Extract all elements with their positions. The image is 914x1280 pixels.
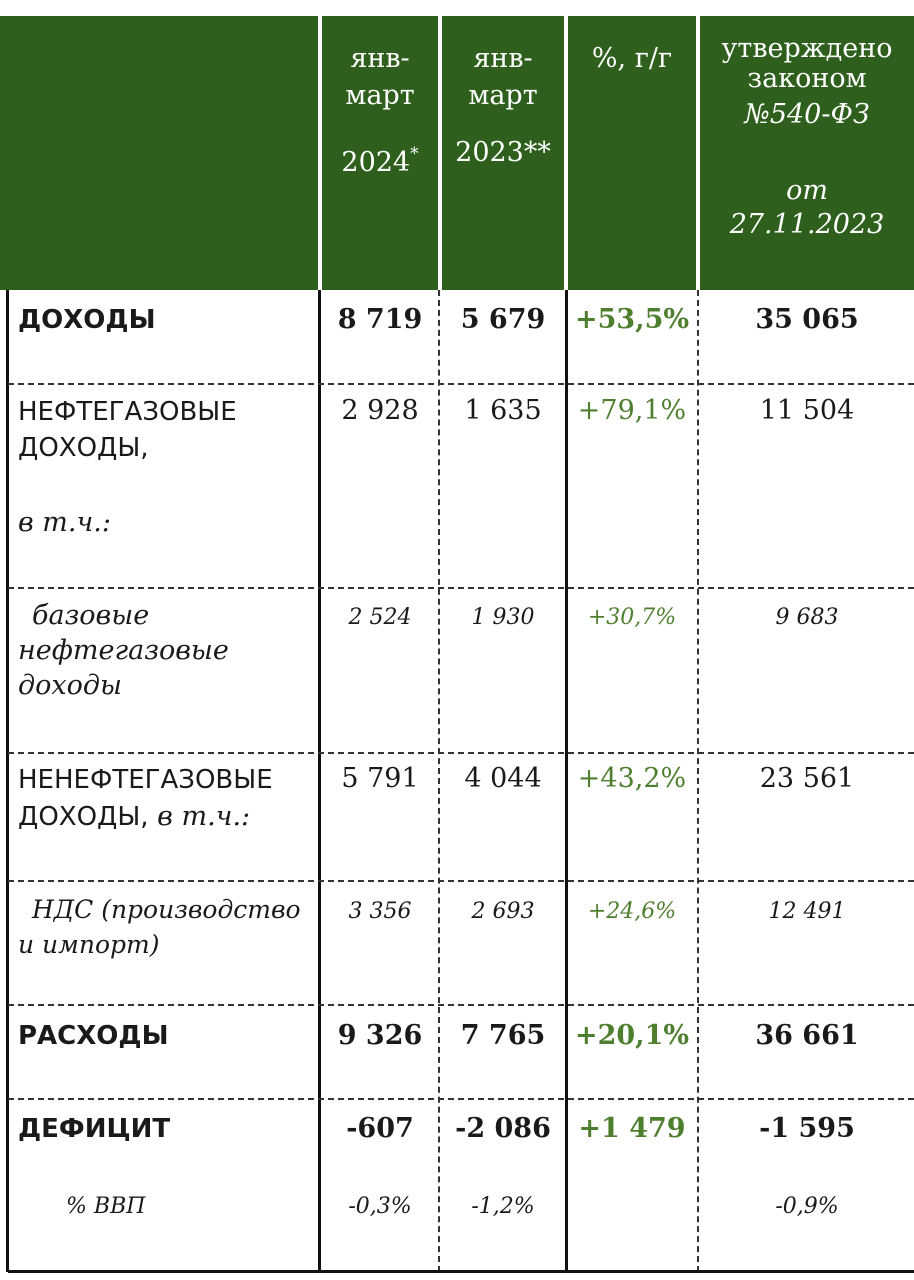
vat-yoy: +24,6% [587, 899, 677, 924]
deficit-yoy: +1 479 [578, 1113, 686, 1144]
non-oil-gas-2024: 5 791 [341, 763, 419, 794]
base-oil-gas-2024: 2 524 [348, 605, 412, 630]
header-approved-by-law [700, 16, 914, 290]
header-label-cell [0, 16, 318, 290]
non-oil-gas-yoy: +43,2% [577, 763, 687, 794]
row-label-deficit: ДЕФИЦИТ [18, 1114, 171, 1144]
expenses-law: 36 661 [755, 1020, 859, 1051]
row-label-gdp-share: % ВВП [66, 1194, 146, 1219]
gdp-share-2024: -0,3% [348, 1194, 412, 1219]
header-yoy [568, 16, 696, 290]
footnote-mark: * [410, 144, 419, 164]
header-law-number: №540-ФЗ [744, 99, 870, 130]
expenses-yoy: +20,1% [574, 1020, 690, 1051]
oil-gas-law: 11 504 [759, 395, 855, 426]
row-label-vat-2: и импорт) [18, 930, 160, 959]
non-oil-gas-law: 23 561 [759, 763, 855, 794]
revenue-yoy: +53,5% [574, 304, 690, 335]
column-divider [697, 290, 699, 1272]
column-divider [438, 290, 440, 1272]
gdp-share-law: -0,9% [775, 1194, 839, 1219]
header-2023-year: 2023** [455, 137, 551, 168]
base-oil-gas-law: 9 683 [775, 605, 839, 630]
row-label-oil-gas-2: ДОХОДЫ, [18, 433, 149, 463]
deficit-law: -1 595 [759, 1113, 855, 1144]
expenses-2024: 9 326 [337, 1020, 423, 1051]
revenue-2023: 5 679 [460, 304, 546, 335]
row-label-base-oil-gas-3: доходы [18, 670, 122, 701]
header-law-from: от [786, 175, 828, 206]
header-2023-line1: янв- [473, 43, 533, 74]
expenses-2023: 7 765 [460, 1020, 546, 1051]
header-2023-line2: март [468, 80, 538, 111]
non-oil-gas-label-main: ДОХОДЫ, [18, 802, 149, 832]
non-oil-gas-2023: 4 044 [464, 763, 542, 794]
deficit-2023: -2 086 [455, 1113, 551, 1144]
row-label-base-oil-gas-1: базовые [32, 600, 150, 631]
row-divider [8, 1004, 914, 1006]
deficit-2024: -607 [346, 1113, 414, 1144]
header-law-line2: законом [747, 63, 867, 94]
row-label-vat-1: НДС (производство [32, 895, 301, 924]
row-divider [8, 752, 914, 754]
row-label-oil-gas-1: НЕФТЕГАЗОВЫЕ [18, 397, 237, 427]
row-label-non-oil-gas-2 [18, 799, 250, 835]
oil-gas-yoy: +79,1% [577, 395, 687, 426]
header-2024-line1: янв- [350, 43, 410, 74]
row-label-revenue: ДОХОДЫ [18, 305, 156, 335]
row-label-expenses: РАСХОДЫ [18, 1021, 169, 1051]
header-yoy-text: %, г/г [591, 43, 673, 74]
header-2024-year: 2024* [341, 144, 419, 178]
row-divider [8, 587, 914, 589]
header-jan-mar-2023 [442, 16, 564, 290]
base-oil-gas-2023: 1 930 [471, 605, 535, 630]
row-divider [8, 1098, 914, 1100]
revenue-law: 35 065 [755, 304, 859, 335]
base-oil-gas-yoy: +30,7% [587, 605, 677, 630]
header-law-line1: утверждено [721, 33, 893, 64]
vat-2024: 3 356 [348, 899, 412, 924]
vat-law: 12 491 [768, 899, 846, 924]
non-oil-gas-label-incl: в т.ч.: [157, 801, 251, 832]
row-divider [8, 383, 914, 385]
header-law-date: 27.11.2023 [729, 209, 885, 240]
header-2024-line2: март [345, 80, 415, 111]
row-label-non-oil-gas-1: НЕНЕФТЕГАЗОВЫЕ [18, 765, 273, 795]
oil-gas-2023: 1 635 [464, 395, 542, 426]
row-label-base-oil-gas-2: нефтегазовые [18, 635, 229, 666]
revenue-2024: 8 719 [337, 304, 423, 335]
left-border [6, 290, 9, 1272]
bottom-border [8, 1270, 914, 1273]
row-label-oil-gas-3: в т.ч.: [18, 507, 111, 538]
vat-2023: 2 693 [471, 899, 535, 924]
header-jan-mar-2024 [322, 16, 438, 290]
row-divider [8, 880, 914, 882]
gdp-share-2023: -1,2% [471, 1194, 535, 1219]
column-divider [318, 290, 321, 1272]
oil-gas-2024: 2 928 [341, 395, 419, 426]
